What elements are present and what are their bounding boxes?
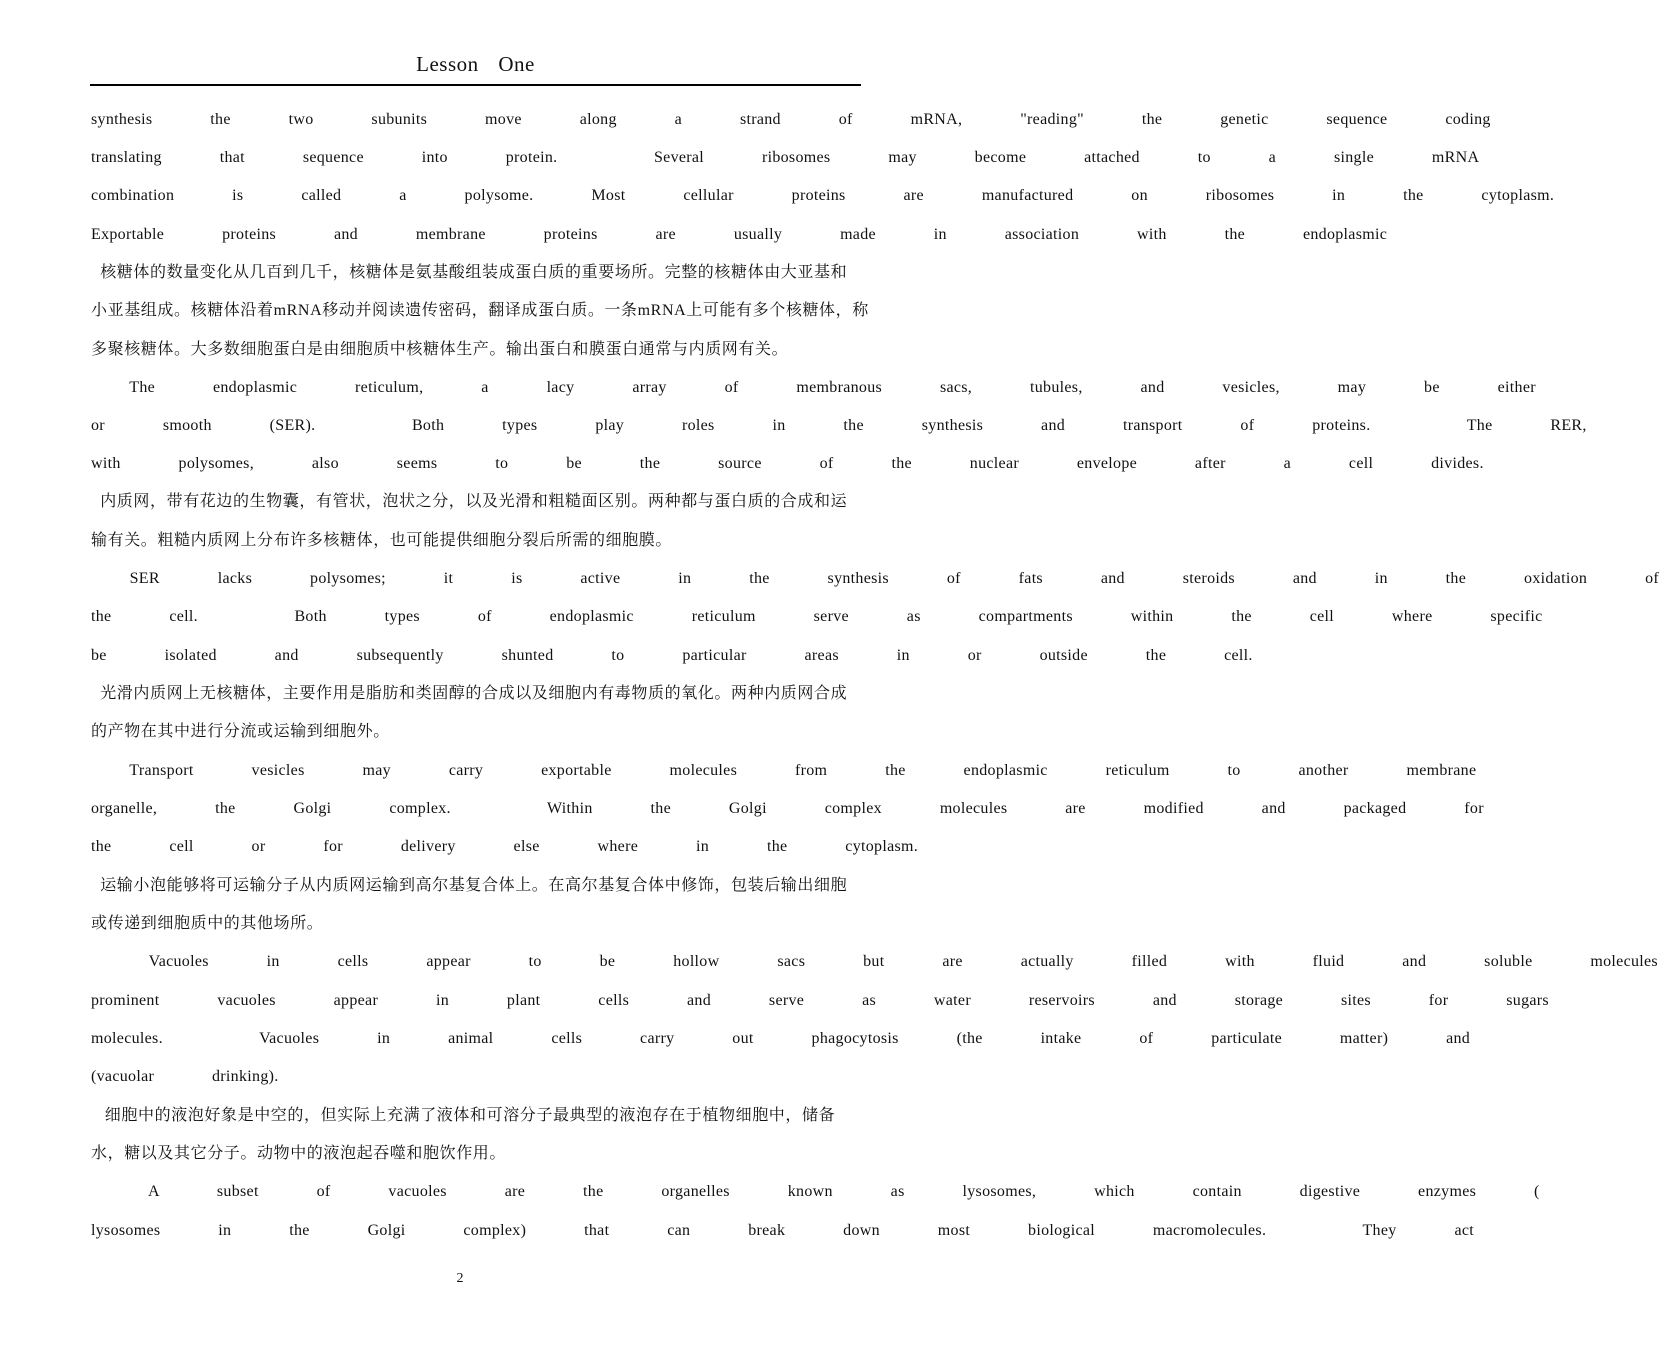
text-line: Transport vesicles may carry exportable molecules from the endoplasmic reticulum to another membrane	[91, 762, 1477, 779]
text-line: 的产物在其中进行分流或运输到细胞外。	[91, 723, 390, 740]
text-line: 或传递到细胞质中的其他场所。	[91, 915, 324, 932]
text-line: be isolated and subsequently shunted to particular areas in or outside the cell.	[91, 647, 1253, 664]
text-line: or smooth (SER). Both types play roles in the synthesis and transport of proteins. The RER,	[91, 417, 1587, 434]
text-line: lysosomes in the Golgi complex) that can break down most biological macromolecules. They act	[91, 1222, 1474, 1239]
text-line: Exportable proteins and membrane proteins are usually made in association with the endoplasmic	[91, 226, 1388, 243]
text-line: 水，糖以及其它分子。动物中的液泡起吞噬和胞饮作用。	[91, 1145, 507, 1162]
header-rule	[90, 84, 861, 86]
text-line: SER lacks polysomes; it is active in the synthesis of fats and steroids and in the oxidation of	[91, 570, 1659, 587]
text-line: molecules. Vacuoles in animal cells carry out phagocytosis (the intake of particulate matter) and	[91, 1030, 1471, 1047]
text-line: translating that sequence into protein. Several ribosomes may become attached to a single mRNA	[91, 149, 1480, 166]
text-line: 小亚基组成。核糖体沿着mRNA移动并阅读遗传密码，翻译成蛋白质。一条mRNA上可能有多个核糖体，称	[91, 302, 869, 319]
text-line: A subset of vacuoles are the organelles known as lysosomes, which contain digestive enzymes (	[91, 1183, 1540, 1200]
text-line: 细胞中的液泡好象是中空的，但实际上充满了液体和可溶分子最典型的液泡存在于植物细胞中，储备	[91, 1107, 836, 1124]
text-line: the cell or for delivery else where in the cytoplasm.	[91, 838, 919, 855]
text-line: 多聚核糖体。大多数细胞蛋白是由细胞质中核糖体生产。输出蛋白和膜蛋白通常与内质网有关。	[91, 341, 789, 358]
text-line: the cell. Both types of endoplasmic reticulum serve as compartments within the cell where specific	[91, 608, 1543, 625]
text-line: The endoplasmic reticulum, a lacy array of membranous sacs, tubules, and vesicles, may be either	[91, 379, 1536, 396]
text-line: Vacuoles in cells appear to be hollow sacs but are actually filled with fluid and soluble molecules	[91, 953, 1658, 970]
text-line: 核糖体的数量变化从几百到几千，核糖体是氨基酸组装成蛋白质的重要场所。完整的核糖体由大亚基和	[91, 264, 848, 281]
text-line: 运输小泡能够将可运输分子从内质网运输到高尔基复合体上。在高尔基复合体中修饰，包装后输出细胞	[91, 877, 848, 894]
text-line: prominent vacuoles appear in plant cells and serve as water reservoirs and storage sites for sugars	[91, 992, 1549, 1009]
text-line: synthesis the two subunits move along a strand of mRNA, "reading" the genetic sequence coding	[91, 111, 1491, 128]
text-line: 内质网，带有花边的生物囊，有管状，泡状之分，以及光滑和粗糙面区别。两种都与蛋白质的合成和运	[91, 493, 848, 510]
text-line: combination is called a polysome. Most cellular proteins are manufactured on ribosomes in the cytoplasm.	[91, 187, 1555, 204]
page-header-title: Lesson One	[416, 52, 535, 76]
text-line: organelle, the Golgi complex. Within the Golgi complex molecules are modified and packaged for	[91, 800, 1484, 817]
text-line: 输有关。粗糙内质网上分布许多核糖体，也可能提供细胞分裂后所需的细胞膜。	[91, 532, 673, 549]
page-number: 2	[456, 1271, 464, 1286]
text-line: (vacuolar drinking).	[91, 1068, 279, 1085]
text-line: with polysomes, also seems to be the source of the nuclear envelope after a cell divides.	[91, 455, 1484, 472]
text-line: 光滑内质网上无核糖体，主要作用是脂肪和类固醇的合成以及细胞内有毒物质的氧化。两种内质网合成	[91, 685, 848, 702]
